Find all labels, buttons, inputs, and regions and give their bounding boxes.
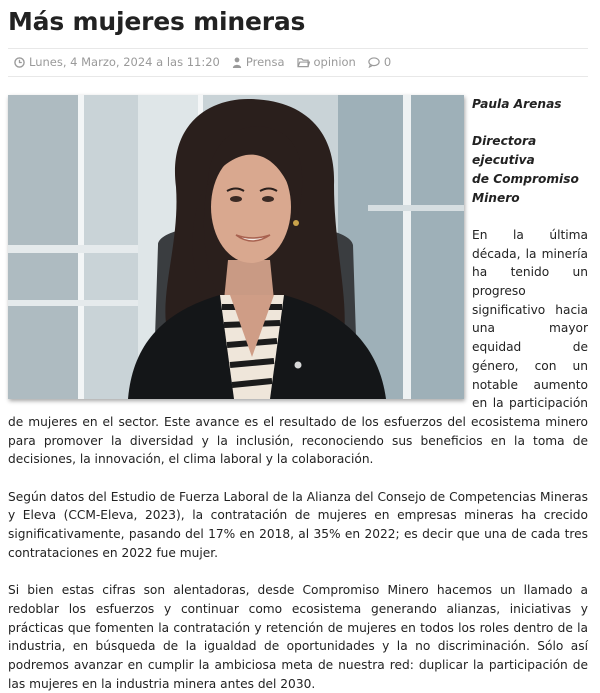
article-title: Más mujeres mineras <box>8 7 306 36</box>
user-icon <box>232 57 242 68</box>
clock-icon <box>14 57 25 68</box>
article-body <box>8 95 588 693</box>
author-role-line-3: Minero <box>472 190 520 205</box>
comments-link[interactable]: 0 <box>383 55 392 69</box>
author-link[interactable]: Prensa <box>245 55 285 69</box>
meta-author[interactable] <box>232 49 285 76</box>
article-meta <box>8 49 588 76</box>
meta-date <box>14 49 220 76</box>
paragraph-1: En la última década, la minería ha tenido un progreso significativo hacia una mayor equidad de género, con un notable aumento en la participación de mujeres en el sector. Este avance es el resultado de los esfuerzos del ecosistema minero para promover la diversidad y la inclusión, reconociendo sus beneficios en la toma de decisiones, la innovación, el clima laboral y la colaboración. <box>8 227 588 467</box>
author-role-line-2: de Compromiso <box>472 171 579 186</box>
paragraph-2: Según datos del Estudio de Fuerza Laboral de la Alianza del Consejo de Competencias Mineras y Eleva (CCM-Eleva, 2023), la contratación de mujeres en empresas mineras ha crecido significativamente, pasando del 17% en 2018, al 35% en 2022; es decir que una de cada tres contrataciones en 2022 fue mujer. <box>8 489 588 560</box>
author-photo <box>8 95 464 399</box>
author-role-line-1: Directora ejecutiva <box>472 134 537 168</box>
meta-comments[interactable] <box>368 49 391 76</box>
category-link[interactable]: opinion <box>313 55 356 69</box>
comment-icon <box>368 57 380 68</box>
meta-category[interactable] <box>297 49 356 76</box>
author-name: Paula Arenas <box>472 97 562 111</box>
paragraph-3: Si bien estas cifras son alentadoras, desde Compromiso Minero hacemos un llamado a redoblar los esfuerzos y continuar como ecosistema generando alianzas, iniciativas y prácticas que fomenten la contratación y retención de mujeres en todos los roles dentro de la industria, en búsqueda de la igualdad de oportunidades y la no discriminación. Sólo así podremos avanzar en cumplir la ambiciosa meta de nuestra red: duplicar la participación de las mujeres en la industria minera antes del 2030. <box>8 583 588 691</box>
portrait-illustration <box>8 95 464 399</box>
meta-date-text: Lunes, 4 Marzo, 2024 a las 11:20 <box>29 55 220 69</box>
folder-icon <box>297 57 310 68</box>
meta-divider <box>8 76 588 77</box>
